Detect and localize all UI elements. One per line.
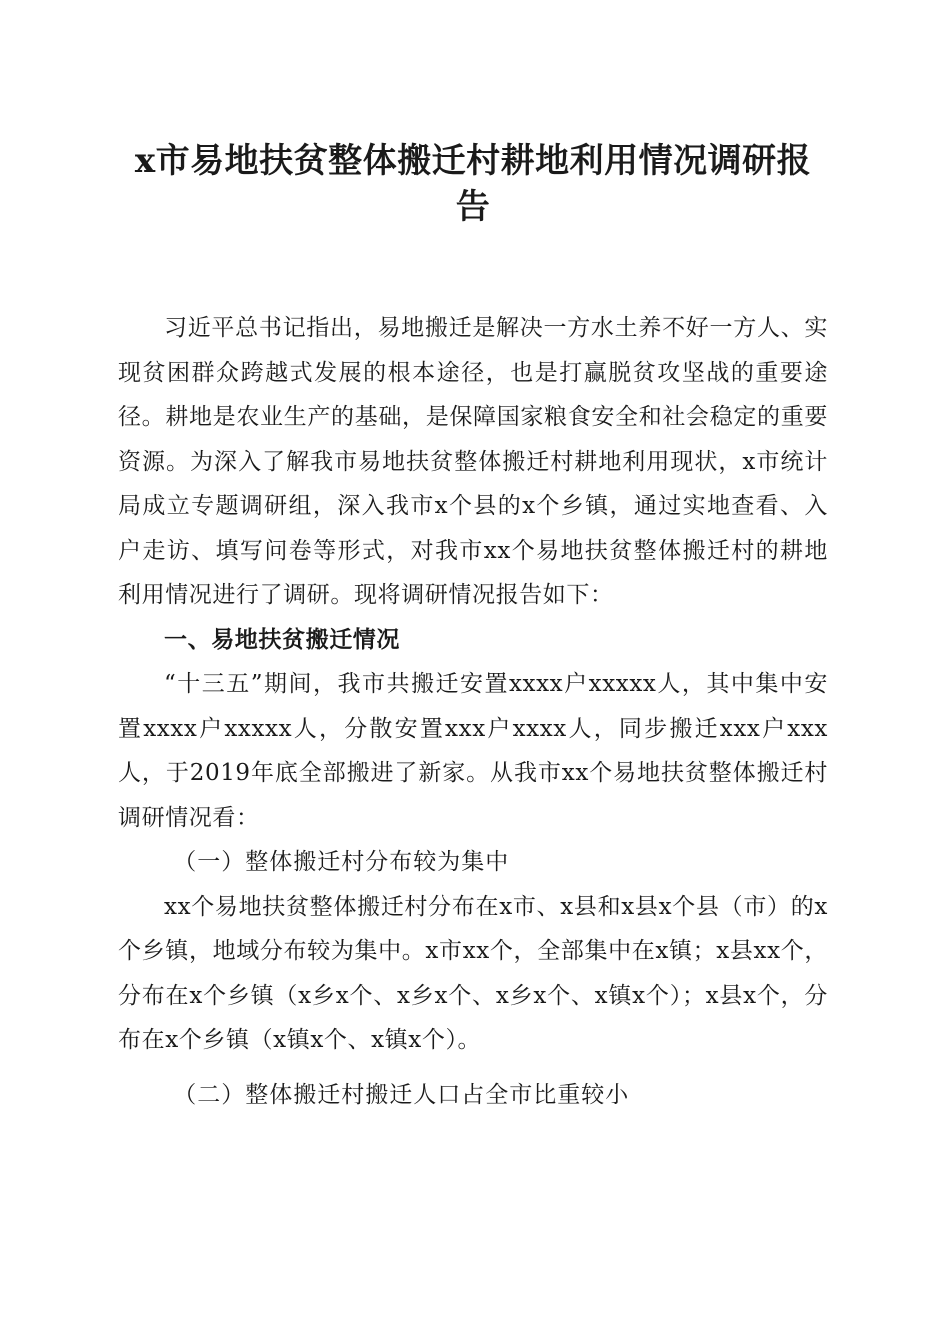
section-1-paragraph: “十三五”期间，我市共搬迁安置xxxx户xxxxx人，其中集中安置xxxx户xxxxx人，分散安置xxx户xxxx人，同步搬迁xxx户xxx人，于2019年底全部搬进了新家。从我市xx个易地扶贫整体搬迁村调研情况看： [118,671,828,831]
subsection-heading-1: （一）整体搬迁村分布较为集中 [173,849,510,875]
intro-paragraph: 习近平总书记指出，易地搬迁是解决一方水土养不好一方人、实现贫困群众跨越式发展的根本途径，也是打赢脱贫攻坚战的重要途径。耕地是农业生产的基础，是保障国家粮食安全和社会稳定的重要资源。为深入了解我市易地扶贫整体搬迁村耕地利用现状，x市统计局成立专题调研组，深入我市x个县的x个乡镇，通过实地查看、入户走访、填写问卷等形式，对我市xx个易地扶贫整体搬迁村的耕地利用情况进行了调研。现将调研情况报告如下： [118,315,828,608]
document-title: x市易地扶贫整体搬迁村耕地利用情况调研报告 [134,141,812,227]
section-heading-1: 一、易地扶贫搬迁情况 [164,626,400,653]
document-body [118,138,828,1117]
subsection-1-paragraph: xx个易地扶贫整体搬迁村分布在x市、x县和x县x个县（市）的x个乡镇，地域分布较为集中。x市xx个，全部集中在x镇；x县xx个，分布在x个乡镇（x乡x个、x乡x个、x乡x个、x镇x个）；x县x个，分布在x个乡镇（x镇x个、x镇x个）。 [118,893,828,1053]
title-spacer [118,230,828,306]
subsection-heading-2: （二）整体搬迁村搬迁人口占全市比重较小 [173,1081,630,1108]
